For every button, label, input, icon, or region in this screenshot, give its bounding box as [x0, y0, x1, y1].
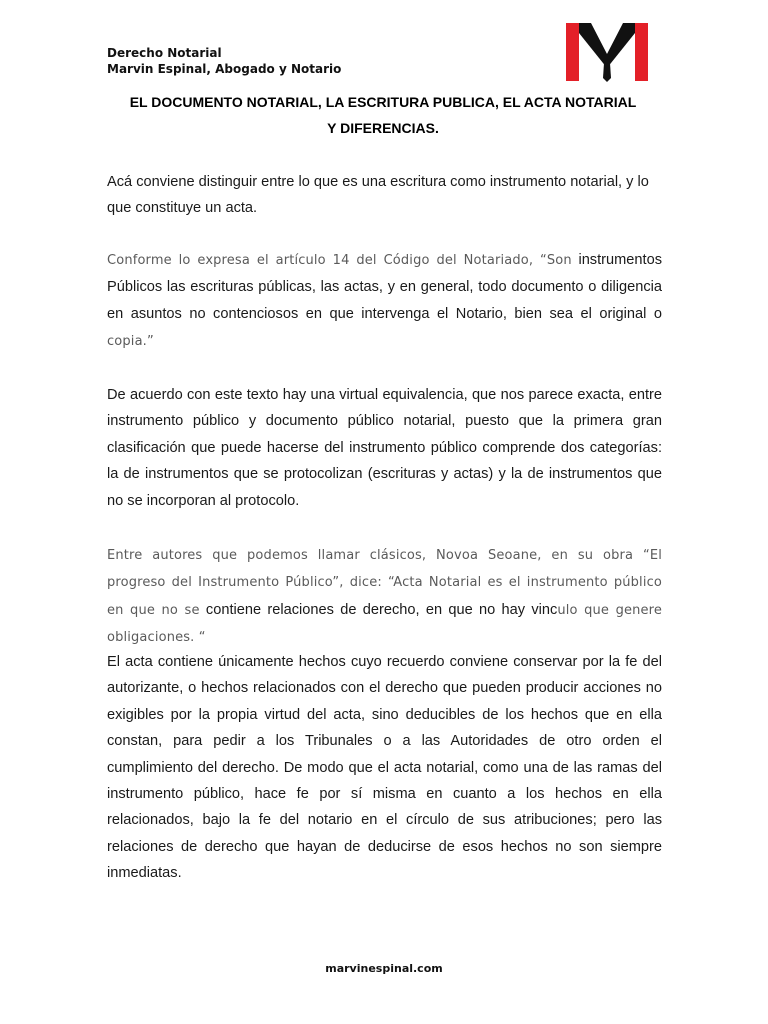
logo-left-diagonal: [579, 23, 607, 68]
logo-right-diagonal: [607, 23, 635, 68]
paragraph-classic-authors: [107, 542, 662, 652]
header-subject: Derecho Notarial: [107, 46, 222, 60]
document-title: [100, 89, 666, 141]
paragraph-article-14-end: copia.”: [107, 334, 154, 350]
paragraph-classic-authors-start: Entre autores que podemos llamar clásicos, Novoa Seoane, en su obra “El progreso del Instrumento Público”, dice: “Acta Notarial es el instrumento público en que no se: [107, 548, 662, 618]
monogram-m-logo: [564, 21, 650, 83]
header-author: Marvin Espinal, Abogado y Notario: [107, 62, 342, 76]
paragraph-article-14-main: instrumentos Públicos las escrituras públicas, las actas, y en general, todo documento o diligencia en asuntos no contenciosos en que intervenga el Notario, bien sea el original o: [107, 252, 662, 322]
paragraph-equivalence: De acuerdo con este texto hay una virtual equivalencia, que nos parece exacta, entre instrumento público y documento público notarial, puesto que la primera gran clasificación que puede hacerse del instrumento público comprende dos categorías: la de instrumentos que se protocolizan (escrituras y actas) y la de instrumentos que no se incorporan al protocolo.: [107, 387, 662, 509]
paragraph-intro: Acá conviene distinguir entre lo que es una escritura como instrumento notarial, y lo que constituye un acta.: [107, 174, 649, 217]
paragraph-article-14-start: Conforme lo expresa el artículo 14 del Código del Notariado, “Son: [107, 253, 572, 268]
logo-tie: [603, 63, 611, 82]
document-header: [107, 45, 341, 77]
logo-right-bar: [635, 23, 648, 81]
paragraph-classic-authors-main: contiene relaciones de derecho, en que no hay vinc: [199, 601, 558, 618]
title-line-2: Y DIFERENCIAS.: [327, 120, 439, 136]
paragraph-article-14: [107, 247, 662, 356]
logo-left-bar: [566, 23, 579, 81]
title-line-1: EL DOCUMENTO NOTARIAL, LA ESCRITURA PUBLICA, EL ACTA NOTARIAL: [129, 94, 637, 110]
paragraph-acta-contents: El acta contiene únicamente hechos cuyo recuerdo conviene conservar por la fe del autorizante, o hechos relacionados con el derecho que pueden producir acciones no exigibles por la propia virtud del acta, sino deducibles de los hechos que en ella constan, para pedir a los Tribunales o a las Autoridades de otro orden el cumplimiento del derecho. De modo que el acta notarial, como una de las ramas del instrumento público, hace fe por sí misma en cuanto a los hechos en ella relacionados, bajo la fe del notario en el círculo de sus atribuciones; pero las relaciones de derecho que hayan de deducirse de esos hechos no son siempre inmediatas.: [107, 654, 662, 882]
footer-website-link[interactable]: marvinespinal.com: [325, 962, 443, 975]
paragraph-classic-authors-end: ulo que genere obligaciones. “: [107, 602, 663, 646]
